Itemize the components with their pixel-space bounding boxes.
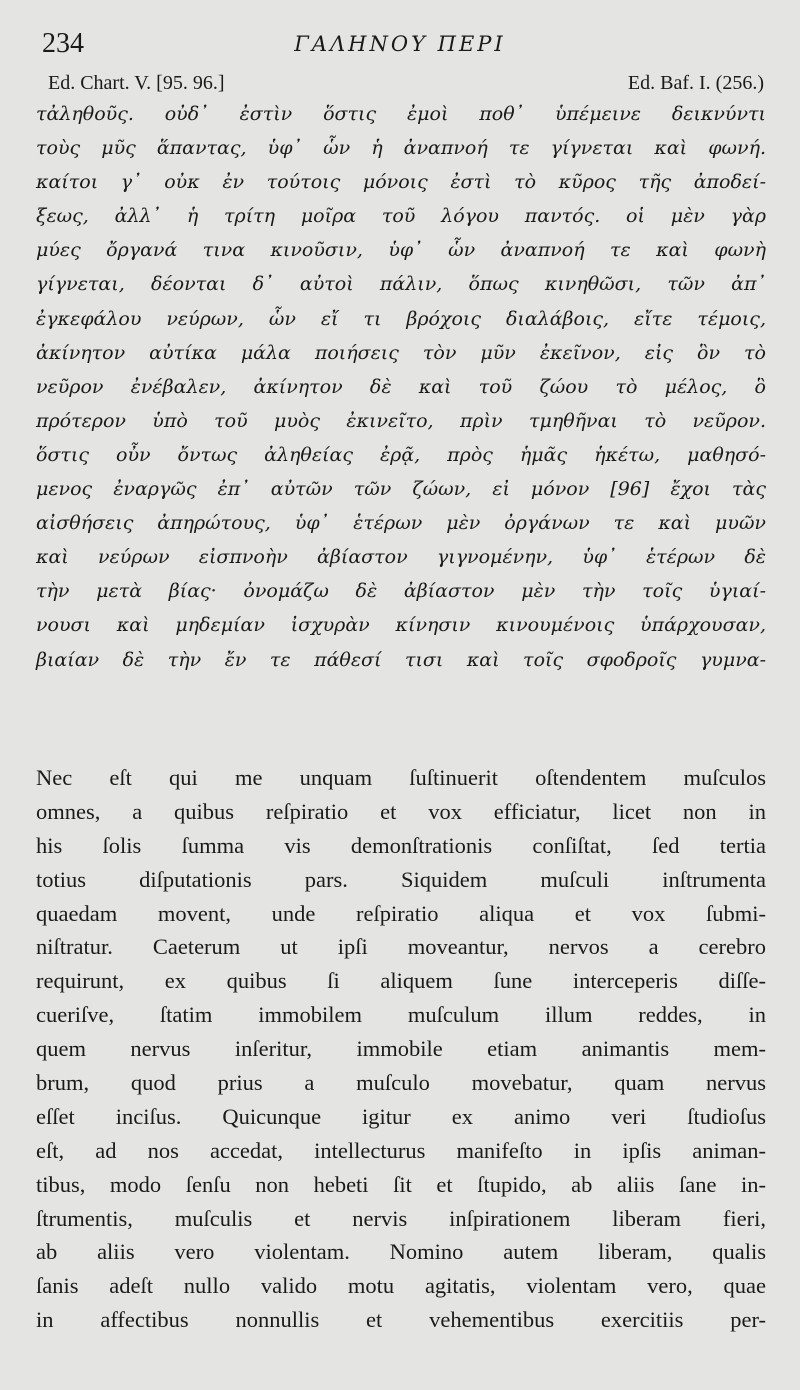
latin-text-line: cueriſve, ſtatim immobilem muſculum illum reddes, in: [36, 1002, 766, 1028]
latin-text-line: omnes, a quibus reſpiratio et vox efficiatur, licet non in: [36, 798, 766, 824]
greek-text-line: τὴν μετὰ βίας· ὀνομάζω δὲ ἀβίαστον μὲν τὴν τοῖς ὑγιαί-: [36, 580, 766, 603]
greek-text-line: ὅστις οὖν ὄντως ἀληθείας ἐρᾷ, πρὸς ἡμᾶς ἡκέτω, μαθησό-: [36, 443, 766, 466]
greek-text-line: μύες ὄργανά τινα κινοῦσιν, ὑφ᾽ ὧν ἀναπνοή τε καὶ φωνὴ: [36, 239, 766, 262]
latin-text-line: niſtratur. Caeterum ut ipſi moveantur, nervos a cerebro: [36, 934, 766, 960]
latin-text-block: [36, 761, 766, 1337]
edition-reference-line: [40, 72, 764, 98]
latin-text-line: brum, quod prius a muſculo movebatur, quam nervus: [36, 1070, 766, 1096]
greek-text-line: ἐγκεφάλου νεύρων, ὧν εἴ τι βρόχοις διαλάβοις, εἴτε τέμοις,: [36, 307, 766, 330]
latin-text-line: ſtrumentis, muſculis et nervis inſpirationem liberam fieri,: [36, 1205, 766, 1231]
greek-text-line: καίτοι γ᾽ οὐκ ἐν τούτοις μόνοις ἐστὶ τὸ κῦρος τῆς ἀποδεί-: [36, 171, 766, 194]
latin-text-line: tibus, modo ſenſu non hebeti ſit et ſtupido, ab aliis ſane in-: [36, 1171, 766, 1197]
latin-text-line: requirunt, ex quibus ſi aliquem ſune interceperis diſſe-: [36, 968, 766, 994]
greek-text-line: καὶ νεύρων εἰσπνοὴν ἀβίαστον γιγνομένην, ὑφ᾽ ἑτέρων δὲ: [36, 546, 766, 569]
greek-text-line: τἀληθοῦς. οὐδ᾽ ἐστὶν ὅστις ἐμοὶ ποθ᾽ ὑπέμεινε δεικνύντι: [36, 103, 766, 125]
latin-text-line: his ſolis ſumma vis demonſtrationis conſiſtat, ſed tertia: [36, 832, 766, 858]
running-title: ΓΑΛΗΝΟΥ ΠΕΡΙ: [294, 32, 506, 56]
edition-reference-right: Ed. Baf. I. (256.): [627, 72, 764, 94]
edition-reference-left: Ed. Chart. V. [95. 96.]: [48, 72, 225, 94]
latin-text-line: in affectibus nonnullis et vehementibus exercitiis per-: [36, 1307, 766, 1333]
page-number: 234: [42, 28, 84, 59]
running-head: [36, 28, 764, 62]
latin-text-line: eſſet inciſus. Quicunque igitur ex animo veri ſtudioſus: [36, 1103, 766, 1129]
greek-text-line: πρότερον ὑπὸ τοῦ μυὸς ἐκινεῖτο, πρὶν τμηθῆναι τὸ νεῦρον.: [36, 409, 766, 432]
greek-text-line: μενος ἐναργῶς ἐπ᾽ αὐτῶν τῶν ζώων, εἰ μόνον [96] ἔχοι τὰς: [36, 478, 766, 501]
greek-text-line: ἀκίνητον αὐτίκα μάλα ποιήσεις τὸν μῦν ἐκεῖνον, εἰς ὃν τὸ: [36, 341, 766, 364]
greek-text-line: τοὺς μῦς ἅπαντας, ὑφ᾽ ὧν ἡ ἀναπνοή τε γίγνεται καὶ φωνή.: [36, 137, 766, 160]
greek-text-line: αἰσθήσεις ἀπηρώτους, ὑφ᾽ ἑτέρων μὲν ὀργάνων τε καὶ μυῶν: [36, 512, 766, 535]
latin-text-line: quem nervus inſeritur, immobile etiam animantis mem-: [36, 1036, 766, 1062]
latin-text-line: ſanis adeſt nullo valido motu agitatis, violentam vero, quae: [36, 1273, 766, 1299]
latin-text-line: ab aliis vero violentam. Nomino autem liberam, qualis: [36, 1239, 766, 1265]
greek-text-line: βιαίαν δὲ τὴν ἔν τε πάθεσί τισι καὶ τοῖς σφοδροῖς γυμνα-: [36, 648, 766, 671]
greek-text-line: νεῦρον ἐνέβαλεν, ἀκίνητον δὲ καὶ τοῦ ζώου τὸ μέλος, ὃ: [36, 375, 766, 398]
greek-text-block: [36, 97, 766, 677]
latin-text-line: Nec eſt qui me unquam ſuſtinuerit oſtendentem muſculos: [36, 765, 766, 790]
greek-text-line: γίγνεται, δέονται δ᾽ αὐτοὶ πάλιν, ὅπως κινηθῶσι, τῶν ἀπ᾽: [36, 273, 766, 296]
latin-text-line: eſt, ad nos accedat, intellecturus manifeſto in ipſis animan-: [36, 1137, 766, 1163]
greek-text-line: ξεως, ἀλλ᾽ ἡ τρίτη μοῖρα τοῦ λόγου παντός. οἱ μὲν γὰρ: [36, 205, 766, 228]
latin-text-line: quaedam movent, unde reſpiratio aliqua et vox ſubmi-: [36, 900, 766, 926]
greek-text-line: νουσι καὶ μηδεμίαν ἰσχυρὰν κίνησιν κινουμένοις ὑπάρχουσαν,: [36, 614, 766, 637]
latin-text-line: totius diſputationis pars. Siquidem muſculi inſtrumenta: [36, 866, 766, 892]
